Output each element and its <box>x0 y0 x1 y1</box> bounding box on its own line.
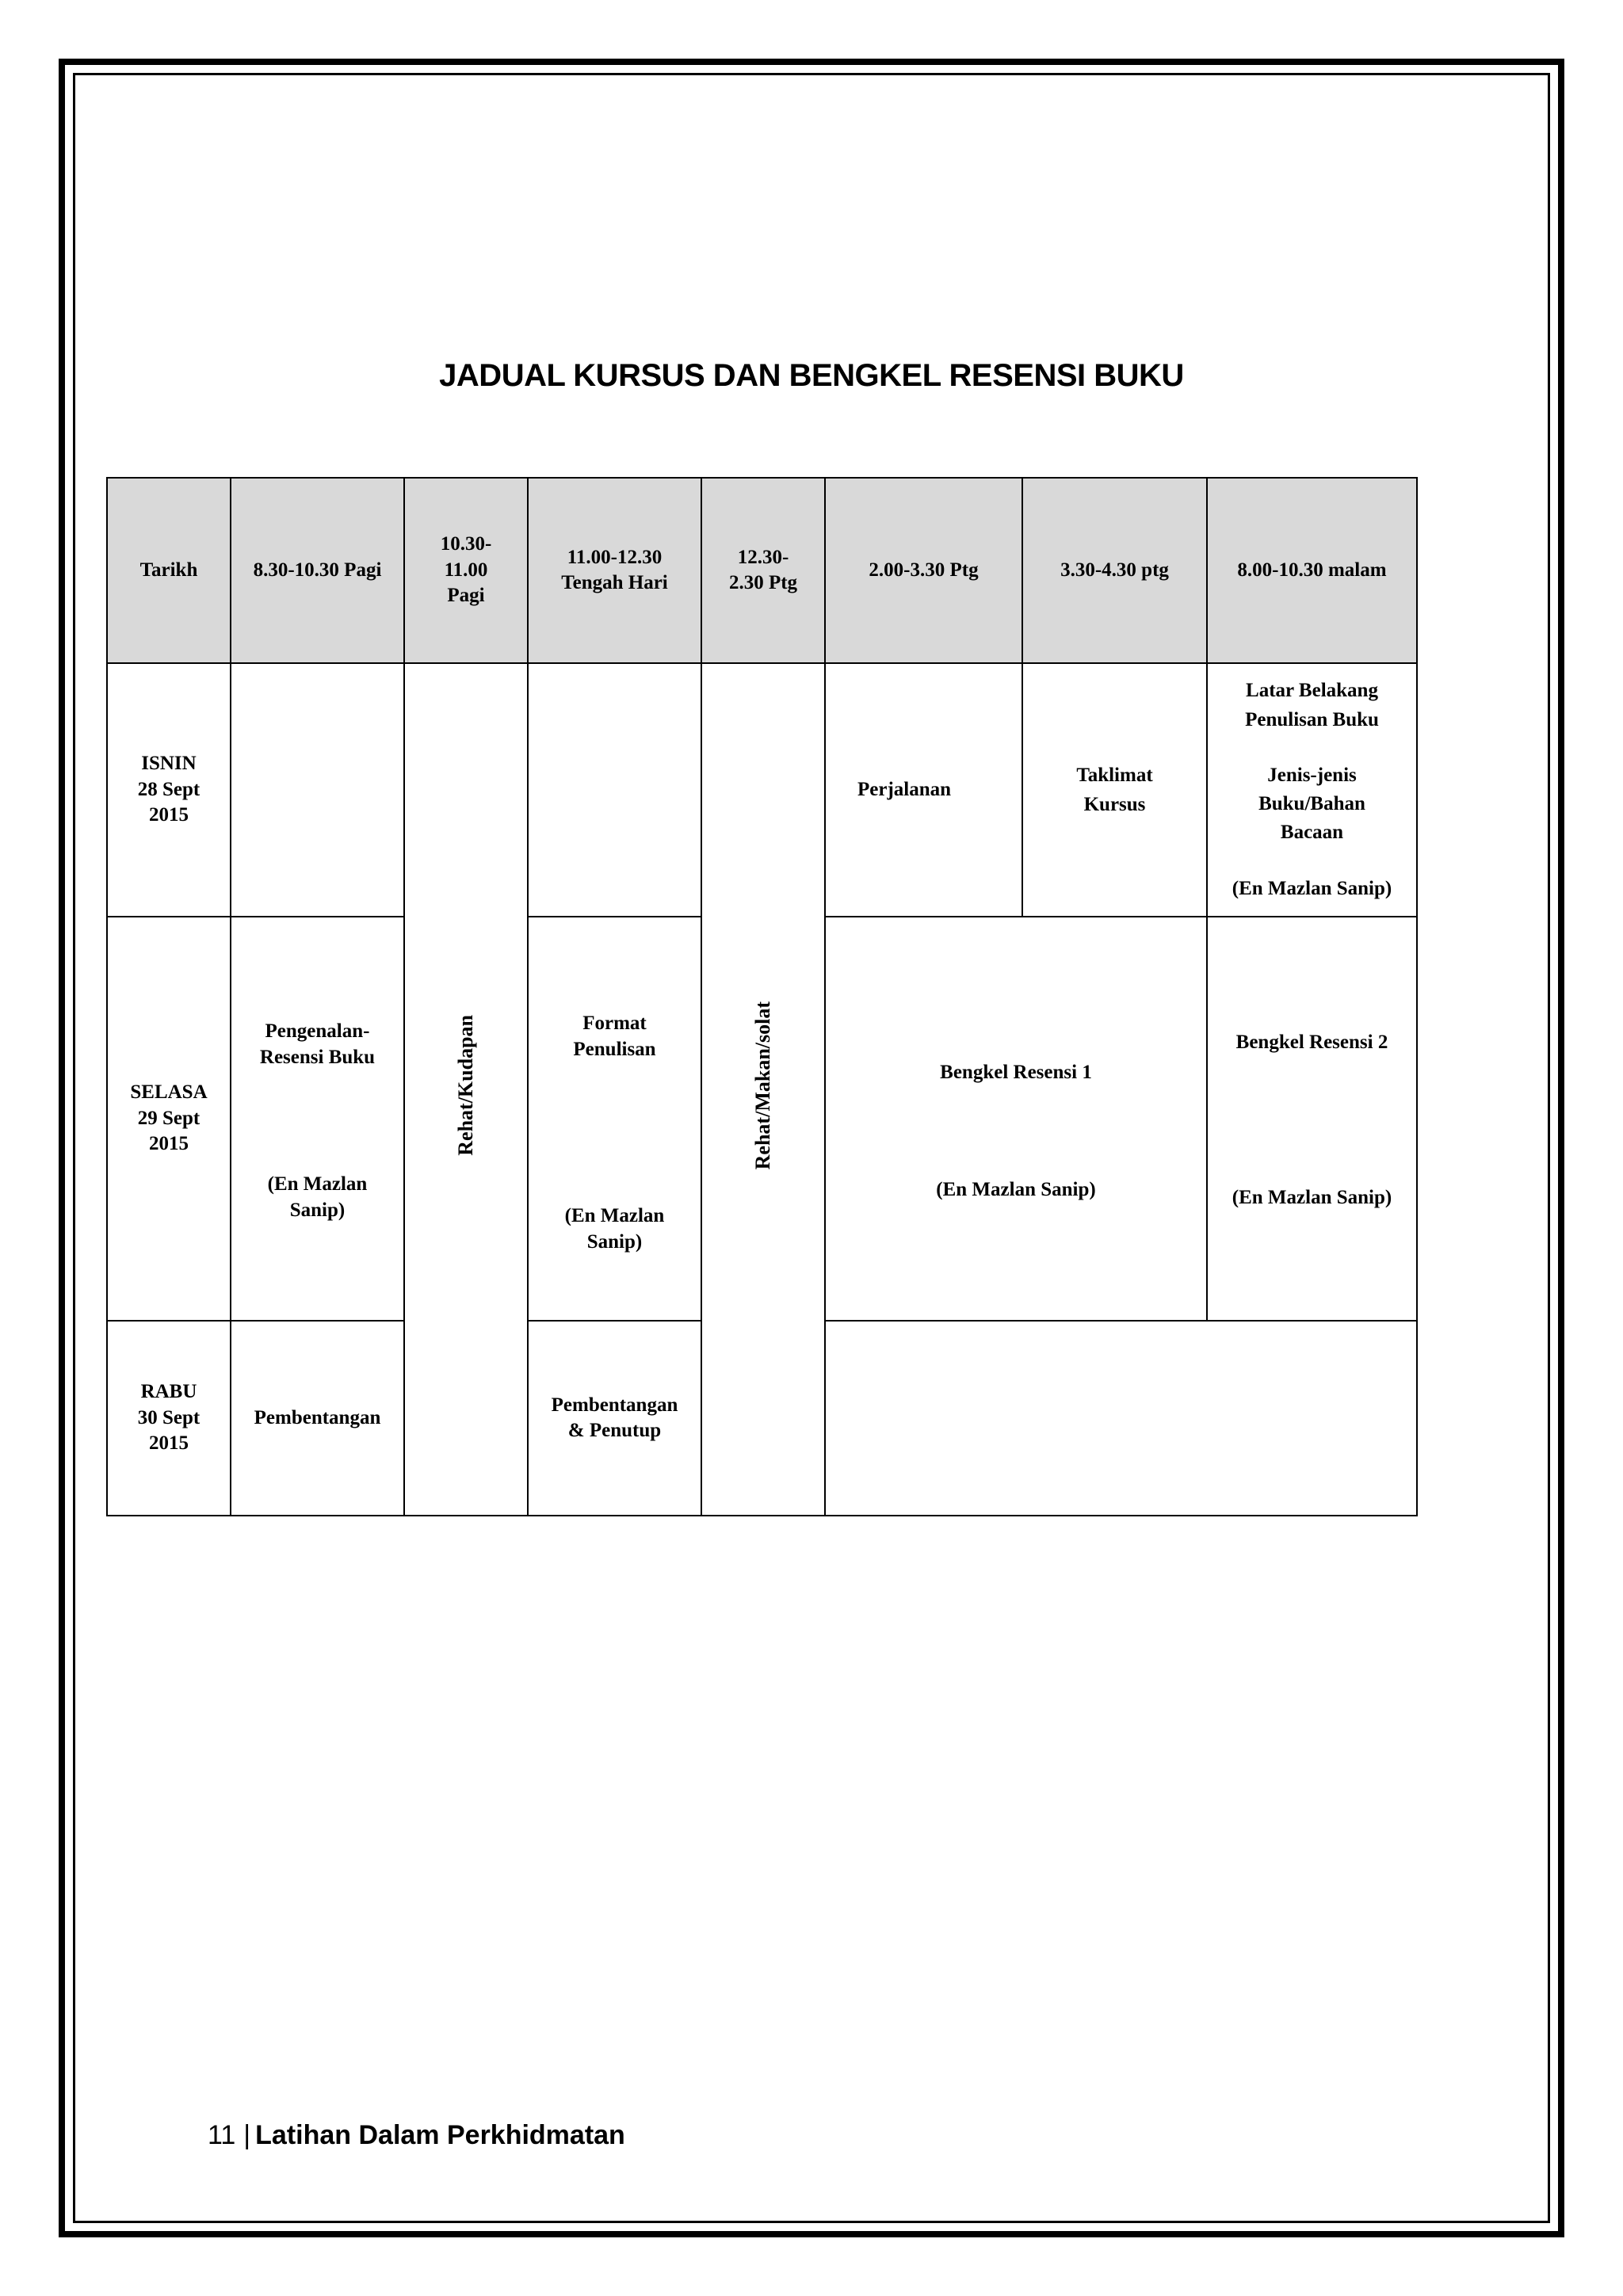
selasa-format-line: Penulisan <box>573 1038 656 1060</box>
date-cell-rabu <box>107 1321 231 1516</box>
isnin-latar-line: Latar Belakang <box>1246 680 1378 702</box>
selasa-11-00-speaker <box>533 1203 696 1255</box>
selasa-8-30-speaker <box>236 1172 399 1223</box>
isnin-taklimat-line: Taklimat <box>1076 764 1153 786</box>
schedule-table <box>106 477 1418 1516</box>
header-10-30-line: 11.00 <box>444 559 488 581</box>
selasa-format <box>533 1011 696 1062</box>
table-header-row <box>107 478 1417 663</box>
selasa-8-00-content <box>1209 1030 1415 1211</box>
isnin-jenis-line: Bacaan <box>1280 822 1344 844</box>
speaker-line: Sanip) <box>586 1230 643 1253</box>
break-cell-makan <box>701 663 825 1516</box>
header-8-30: 8.30-10.30 Pagi <box>231 478 404 663</box>
date-line: 28 Sept <box>137 778 200 800</box>
isnin-perjalanan: Perjalanan <box>857 778 952 800</box>
date-line: RABU <box>140 1381 197 1403</box>
footer-separator: | <box>243 2120 251 2150</box>
rabu-slot-afternoon-empty <box>825 1321 1417 1516</box>
header-3-30: 3.30-4.30 ptg <box>1022 478 1207 663</box>
header-12-30-line: 2.30 Ptg <box>728 572 798 593</box>
speaker-line: Sanip) <box>289 1199 346 1221</box>
isnin-taklimat-line: Kursus <box>1083 794 1146 815</box>
header-12-30-line: 12.30- <box>737 546 789 568</box>
rabu-slot-8-30 <box>231 1321 404 1516</box>
selasa-format-line: Format <box>582 1013 647 1034</box>
selasa-slot-afternoon <box>825 917 1207 1321</box>
header-10-30-line: Pagi <box>447 585 485 607</box>
selasa-slot-8-00 <box>1207 917 1417 1321</box>
date-line: 30 Sept <box>137 1406 200 1428</box>
isnin-slot-2-00 <box>825 663 1022 917</box>
header-12-30 <box>701 478 825 663</box>
date-line: 29 Sept <box>137 1107 200 1129</box>
rabu-pembentangan: Pembentangan <box>254 1406 381 1428</box>
selasa-pengenalan <box>236 1019 399 1070</box>
date-line: 2015 <box>149 804 189 826</box>
selasa-11-00-content <box>533 1011 696 1255</box>
selasa-pengenalan-line: Resensi Buku <box>259 1046 376 1068</box>
rabu-penutup-line: Pembentangan <box>551 1394 678 1416</box>
header-tarikh: Tarikh <box>107 478 231 663</box>
isnin-jenis-line: Jenis-jenis <box>1267 764 1357 786</box>
page-title: JADUAL KURSUS DAN BENGKEL RESENSI BUKU <box>439 358 1184 393</box>
header-11-00-line: Tengah Hari <box>561 572 668 593</box>
selasa-bengkel-1: Bengkel Resensi 1 <box>940 1062 1092 1083</box>
isnin-latar-line: Penulisan Buku <box>1245 708 1379 730</box>
date-line: 2015 <box>149 1432 189 1455</box>
date-line: 2015 <box>149 1133 189 1155</box>
speaker-line: (En Mazlan <box>267 1173 368 1195</box>
header-11-00 <box>528 478 701 663</box>
header-10-30-line: 10.30- <box>440 533 492 555</box>
break-label-makan: Rehat/Makan/solat <box>751 1001 775 1170</box>
date-cell-isnin <box>107 663 231 917</box>
selasa-pengenalan-line: Pengenalan- <box>265 1020 370 1042</box>
page-footer <box>208 2120 625 2151</box>
header-2-00: 2.00-3.30 Ptg <box>825 478 1022 663</box>
break-cell-kudapan <box>404 663 528 1516</box>
selasa-afternoon-speaker: (En Mazlan Sanip) <box>936 1178 1096 1200</box>
isnin-slot-3-30 <box>1022 663 1207 917</box>
selasa-8-00-speaker: (En Mazlan Sanip) <box>1232 1186 1392 1208</box>
selasa-afternoon-content <box>831 1060 1201 1203</box>
date-line: ISNIN <box>141 753 197 775</box>
selasa-bengkel-2: Bengkel Resensi 2 <box>1235 1032 1388 1053</box>
selasa-slot-11-00 <box>528 917 701 1321</box>
break-label-kudapan: Rehat/Kudapan <box>454 1015 478 1157</box>
page-number: 11 <box>208 2120 236 2150</box>
speaker-line: (En Mazlan <box>564 1205 665 1226</box>
rabu-penutup-line: & Penutup <box>567 1420 662 1441</box>
isnin-slot-8-00 <box>1207 663 1417 917</box>
header-8-00: 8.00-10.30 malam <box>1207 478 1417 663</box>
date-cell-selasa <box>107 917 231 1321</box>
isnin-slot-11-00 <box>528 663 701 917</box>
isnin-jenis-line: Buku/Bahan <box>1258 793 1365 814</box>
date-line: SELASA <box>130 1081 208 1104</box>
header-10-30 <box>404 478 528 663</box>
header-11-00-line: 11.00-12.30 <box>567 546 663 568</box>
isnin-slot-8-30 <box>231 663 404 917</box>
selasa-slot-8-30 <box>231 917 404 1321</box>
table-row-isnin <box>107 663 1417 917</box>
selasa-8-30-content <box>236 1019 399 1223</box>
footer-label: Latihan Dalam Perkhidmatan <box>255 2120 625 2150</box>
isnin-speaker: (En Mazlan Sanip) <box>1232 877 1392 899</box>
rabu-slot-11-00 <box>528 1321 701 1516</box>
